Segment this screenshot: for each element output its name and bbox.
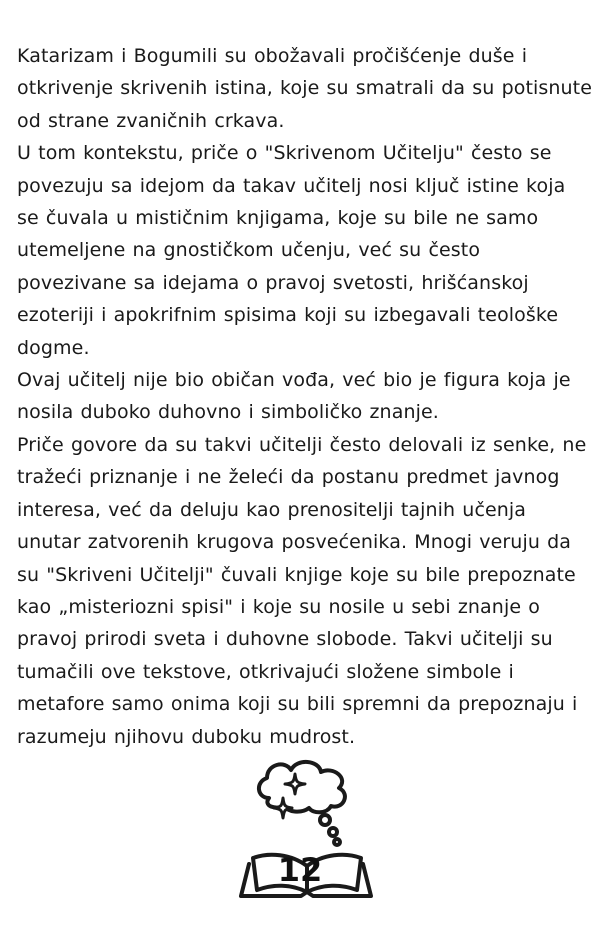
paragraph-3: Ovaj učitelj nije bio običan vođa, već bio je figura koja je nosila duboko duhovno i simboličko znanje.	[17, 369, 571, 424]
paragraph-2: U tom kontekstu, priče o "Skrivenom Učitelju" često se povezuju sa idejom da takav učitelj nosi ključ istine koja se čuvala u mističnim knjigama, koje su bile ne samo utemeljene na gnostičkom učenju, već su često povezivane sa idejama o pravoj svetosti, hrišćanskoj ezoteriji i apokrifnim spisima koji su izbegavali teološke dogme.	[17, 142, 566, 359]
body-text	[17, 40, 592, 753]
paragraph-4: Priče govore da su takvi učitelji često delovali iz senke, ne tražeći priznanje i ne želeći da postanu predmet javnog interesa, već da deluju kao prenositelji tajnih učenja unutar zatvorenih krugova posvećenika. Mnogi veruju da su "Skriveni Učitelji" čuvali knjige koje su bile prepoznate kao „misteriozni spisi" i koje su nosile u sebi znanje o pravoj prirodi sveta i duhovne slobode. Takvi učitelji su tumačili ove tekstove, otkrivajući složene simbole i metafore samo onima koji su bili spremni da prepoznaju i razumeju njihovu duboku mudrost.	[17, 433, 587, 748]
paragraph-1: Katarizam i Bogumili su obožavali pročišćenje duše i otkrivenje skrivenih istina, koje su smatrali da su potisnute od strane zvaničnih crkava.	[17, 45, 592, 132]
page-number: 12	[277, 851, 323, 889]
